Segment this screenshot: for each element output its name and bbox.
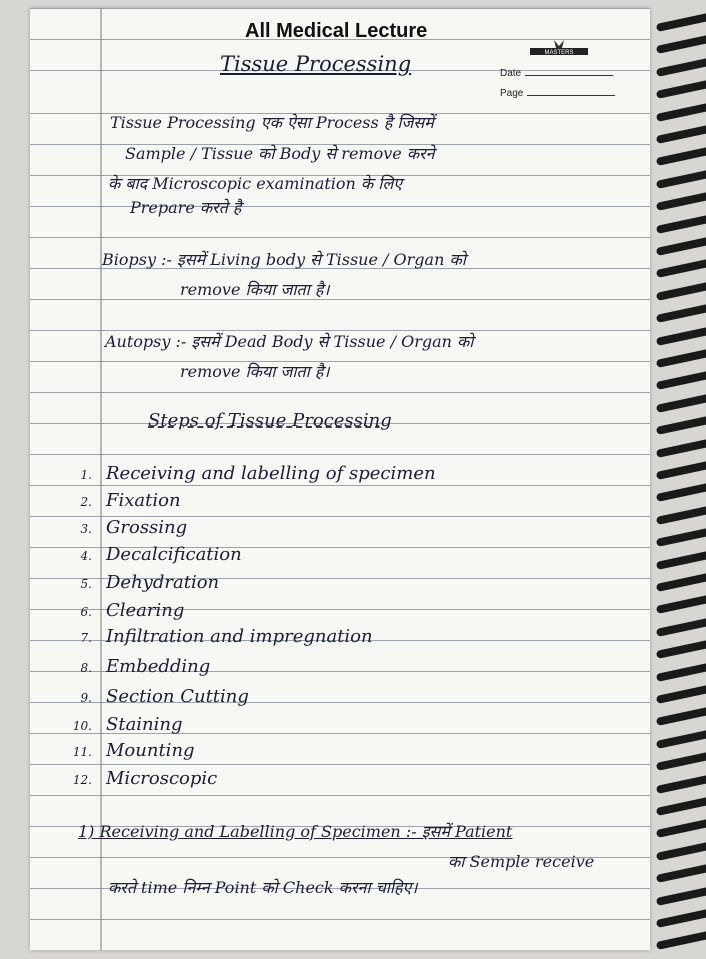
spiral-ring — [656, 281, 706, 301]
spiral-ring — [656, 706, 706, 726]
spiral-ring — [656, 751, 706, 771]
section1-line-1: 1) Receiving and Labelling of Specimen :- इसमें Patient — [78, 822, 513, 841]
spiral-ring — [656, 146, 706, 166]
spiral-ring — [656, 841, 706, 861]
steps-title: Steps of Tissue Processing — [148, 410, 392, 431]
spiral-ring — [656, 370, 706, 390]
date-label: Date — [500, 68, 613, 79]
spiral-ring — [656, 729, 706, 749]
spiral-ring — [656, 34, 706, 54]
list-item: 5. Dehydration — [80, 572, 220, 593]
section1-line-3: करते time निम्न Point को Check करना चाहिए। — [108, 878, 418, 897]
list-item: 8. Embedding — [80, 656, 211, 677]
spiral-ring — [656, 102, 706, 122]
spiral-binding — [644, 0, 706, 959]
section1-line-2: का Semple receive — [448, 852, 595, 871]
spiral-ring — [656, 818, 706, 838]
spiral-ring — [656, 326, 706, 346]
list-item: 1. Receiving and labelling of specimen — [80, 463, 436, 484]
spiral-ring — [656, 527, 706, 547]
spiral-ring — [656, 393, 706, 413]
list-item: 11. Mounting — [72, 740, 195, 761]
spiral-ring — [656, 908, 706, 928]
autopsy-line-2: remove किया जाता है। — [180, 362, 330, 381]
spiral-ring — [656, 617, 706, 637]
intro-line-1: Tissue Processing एक ऐसा Process है जिसमें — [110, 113, 434, 132]
list-item: 6. Clearing — [80, 600, 185, 621]
spiral-ring — [656, 348, 706, 368]
spiral-ring — [656, 258, 706, 278]
spiral-ring — [656, 505, 706, 525]
brand-logo — [528, 38, 590, 60]
spiral-ring — [656, 774, 706, 794]
spiral-ring — [656, 460, 706, 480]
spiral-ring — [656, 214, 706, 234]
spiral-ring — [656, 303, 706, 323]
logo-text: MASTERS — [544, 50, 574, 56]
spiral-ring — [656, 863, 706, 883]
spiral-ring — [656, 594, 706, 614]
spiral-ring — [656, 684, 706, 704]
spiral-ring — [656, 57, 706, 77]
biopsy-line-2: remove किया जाता है। — [180, 280, 330, 299]
page-title: Tissue Processing — [220, 52, 412, 76]
list-item: 3. Grossing — [80, 517, 188, 538]
spiral-ring — [656, 886, 706, 906]
biopsy-line-1: Biopsy :- इसमें Living body से Tissue / Organ को — [102, 250, 466, 269]
spiral-ring — [656, 482, 706, 502]
page-label: Page — [500, 88, 615, 99]
spiral-ring — [656, 236, 706, 256]
autopsy-line-1: Autopsy :- इसमें Dead Body से Tissue / Organ को — [105, 332, 474, 351]
spiral-ring — [656, 12, 706, 32]
notebook-page — [30, 8, 650, 950]
list-item: 9. Section Cutting — [80, 686, 249, 707]
spiral-ring — [656, 639, 706, 659]
intro-line-2: Sample / Tissue को Body से remove करने — [125, 144, 435, 163]
spiral-ring — [656, 796, 706, 816]
spiral-ring — [656, 415, 706, 435]
spiral-ring — [656, 438, 706, 458]
list-item: 7. Infiltration and impregnation — [80, 626, 373, 647]
spiral-ring — [656, 79, 706, 99]
spiral-ring — [656, 169, 706, 189]
spiral-ring — [656, 930, 706, 950]
intro-line-3: के बाद Microscopic examination के लिए — [108, 174, 403, 193]
spiral-ring — [656, 662, 706, 682]
intro-line-4: Prepare करते है — [130, 198, 242, 217]
list-item: 4. Decalcification — [80, 544, 242, 565]
spiral-ring — [656, 572, 706, 592]
spiral-ring — [656, 124, 706, 144]
brand-title: All Medical Lecture — [245, 20, 428, 42]
spiral-ring — [656, 550, 706, 570]
spiral-ring — [656, 191, 706, 211]
list-item: 12. Microscopic — [72, 768, 218, 789]
list-item: 10. Staining — [72, 714, 183, 735]
list-item: 2. Fixation — [80, 490, 181, 511]
